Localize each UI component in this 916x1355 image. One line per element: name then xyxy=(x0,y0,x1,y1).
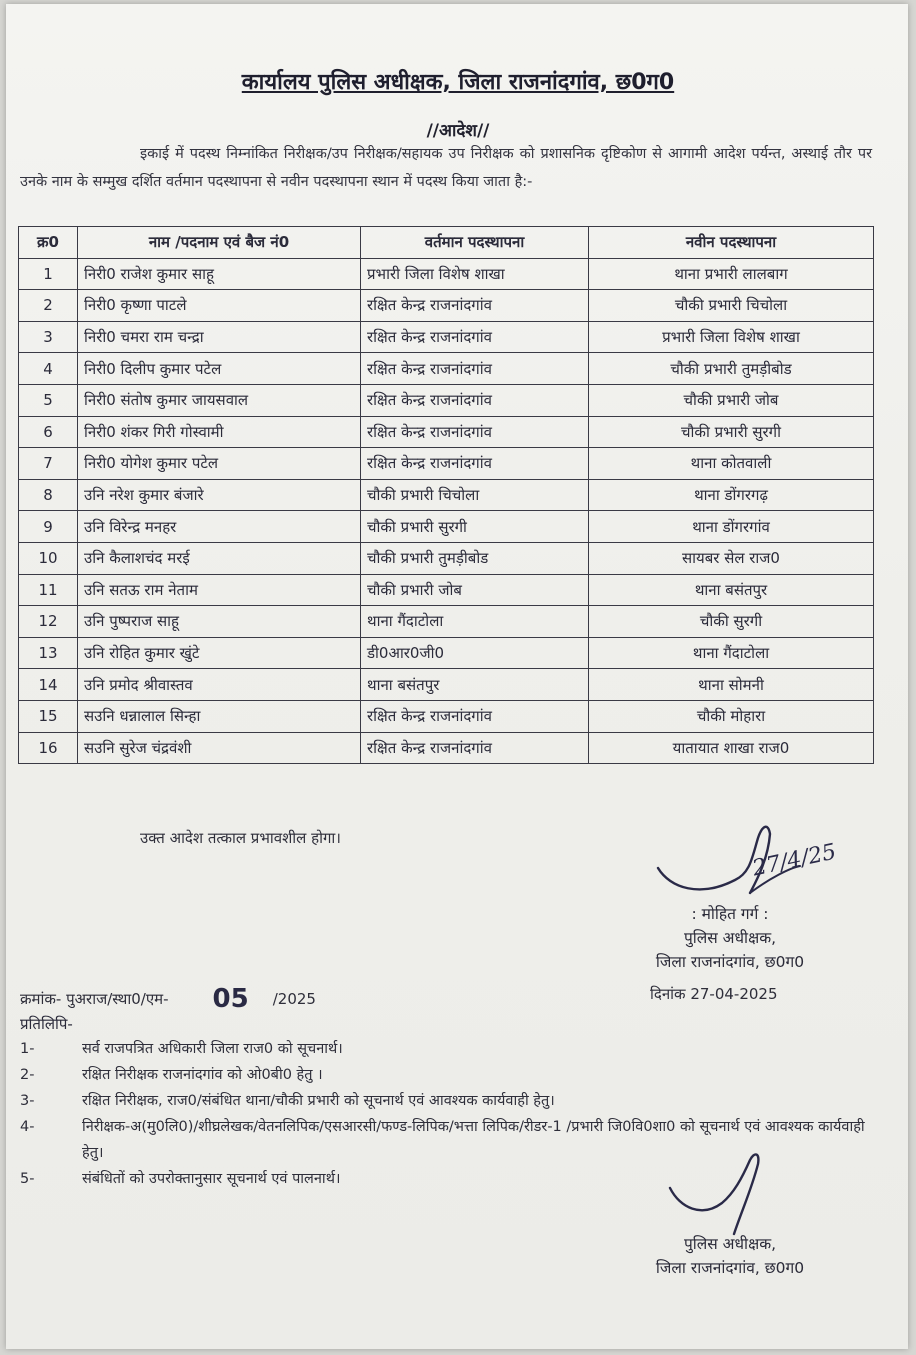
copy-item-number: 3- xyxy=(20,1093,35,1109)
table-row xyxy=(19,321,874,353)
cell-new-posting: थाना प्रभारी लालबाग xyxy=(589,258,874,290)
cell-sr: 6 xyxy=(19,416,78,448)
table-row xyxy=(19,574,874,606)
cell-name: निरी0 चमरा राम चन्द्रा xyxy=(78,321,361,353)
cell-name: उनि कैलाशचंद मरई xyxy=(78,542,361,574)
signatory-district-2: जिला राजनांदगांव, छ0ग0 xyxy=(655,1259,805,1277)
signatory-designation: पुलिस अधीक्षक, xyxy=(683,929,777,947)
cell-new-posting: चौकी प्रभारी सुरगी xyxy=(589,416,874,448)
cell-new-posting: चौकी प्रभारी जोब xyxy=(589,384,874,416)
cell-sr: 3 xyxy=(19,321,78,353)
cell-name: उनि पुष्पराज साहू xyxy=(78,606,361,638)
cell-sr: 8 xyxy=(19,479,78,511)
cell-sr: 16 xyxy=(19,732,78,764)
cell-current-posting: रक्षित केन्द्र राजनांदगांव xyxy=(361,321,589,353)
cell-name: उनि सतऊ राम नेताम xyxy=(78,574,361,606)
cell-sr: 15 xyxy=(19,700,78,732)
cell-name: सउनि धन्नालाल सिन्हा xyxy=(78,700,361,732)
cell-sr: 5 xyxy=(19,384,78,416)
cell-current-posting: रक्षित केन्द्र राजनांदगांव xyxy=(361,353,589,385)
cell-new-posting: थाना सोमनी xyxy=(589,669,874,701)
copy-item-text: संबंधितों को उपरोक्तानुसार सूचनार्थ एवं पालनार्थ। xyxy=(82,1171,341,1187)
copy-item-number: 2- xyxy=(20,1067,35,1083)
cell-sr: 1 xyxy=(19,258,78,290)
table-row xyxy=(19,353,874,385)
transfer-table xyxy=(18,226,874,764)
table-row xyxy=(19,669,874,701)
cell-new-posting: थाना बसंतपुर xyxy=(589,574,874,606)
cell-new-posting: थाना डोंगरगांव xyxy=(589,511,874,543)
table-row xyxy=(19,542,874,574)
cell-current-posting: रक्षित केन्द्र राजनांदगांव xyxy=(361,448,589,480)
cell-current-posting: थाना गैंदाटोला xyxy=(361,606,589,638)
cell-current-posting: रक्षित केन्द्र राजनांदगांव xyxy=(361,732,589,764)
signature-2 xyxy=(662,1148,812,1243)
cell-name: उनि नरेश कुमार बंजारे xyxy=(78,479,361,511)
cell-sr: 10 xyxy=(19,542,78,574)
cell-new-posting: चौकी मोहारा xyxy=(589,700,874,732)
table-row xyxy=(19,700,874,732)
signatory-block-2 xyxy=(600,1232,860,1280)
cell-name: निरी0 संतोष कुमार जायसवाल xyxy=(78,384,361,416)
cell-sr: 11 xyxy=(19,574,78,606)
reference-number: 05 xyxy=(212,984,249,1014)
cell-sr: 2 xyxy=(19,290,78,322)
cell-new-posting: प्रभारी जिला विशेष शाखा xyxy=(589,321,874,353)
copy-heading: प्रतिलिपि- xyxy=(20,1015,73,1033)
cell-sr: 14 xyxy=(19,669,78,701)
cell-new-posting: चौकी सुरगी xyxy=(589,606,874,638)
cell-current-posting: चौकी प्रभारी सुरगी xyxy=(361,511,589,543)
cell-new-posting: चौकी प्रभारी तुमड़ीबोड xyxy=(589,353,874,385)
cell-name: उनि रोहित कुमार खुंटे xyxy=(78,637,361,669)
table-row xyxy=(19,290,874,322)
cell-name: निरी0 योगेश कुमार पटेल xyxy=(78,448,361,480)
table-row xyxy=(19,479,874,511)
cell-current-posting: रक्षित केन्द्र राजनांदगांव xyxy=(361,416,589,448)
order-heading: //आदेश// xyxy=(426,121,490,141)
table-row xyxy=(19,448,874,480)
effective-note: उक्त आदेश तत्काल प्रभावशील होगा। xyxy=(140,829,341,847)
col-header-sr: क्र0 xyxy=(19,227,78,259)
copy-item-text: सर्व राजपत्रित अधिकारी जिला राज0 को सूचनार्थ। xyxy=(82,1041,343,1057)
copy-item-text: रक्षित निरीक्षक, राज0/संबंधित थाना/चौकी प्रभारी को सूचनार्थ एवं आवश्यक कार्यवाही हेतु। xyxy=(82,1093,555,1109)
cell-name: निरी0 शंकर गिरी गोस्वामी xyxy=(78,416,361,448)
order-date: दिनांक 27-04-2025 xyxy=(650,985,778,1003)
table-row xyxy=(19,732,874,764)
copy-item-number: 1- xyxy=(20,1041,35,1057)
cell-sr: 4 xyxy=(19,353,78,385)
cell-current-posting: चौकी प्रभारी तुमड़ीबोड xyxy=(361,542,589,574)
table-row xyxy=(19,606,874,638)
cell-new-posting: थाना गैंदाटोला xyxy=(589,637,874,669)
table-row xyxy=(19,258,874,290)
cell-sr: 9 xyxy=(19,511,78,543)
cell-sr: 12 xyxy=(19,606,78,638)
signatory-designation-2: पुलिस अधीक्षक, xyxy=(683,1235,777,1253)
signatory-name: : मोहित गर्ग : xyxy=(691,905,769,923)
intro-paragraph: इकाई में पदस्थ निम्नांकित निरीक्षक/उप निरीक्षक/सहायक उप निरीक्षक को प्रशासनिक दृष्टिकोण से आगामी आदेश पर्यन्त, अस्थाई तौर पर उनके नाम के सम्मुख दर्शित वर्तमान पदस्थापना से नवीन पदस्थापना स्थान में पदस्थ किया जाता है:- xyxy=(20,146,872,190)
table-header-row xyxy=(19,227,874,259)
cell-new-posting: चौकी प्रभारी चिचोला xyxy=(589,290,874,322)
cell-name: निरी0 राजेश कुमार साहू xyxy=(78,258,361,290)
cell-current-posting: प्रभारी जिला विशेष शाखा xyxy=(361,258,589,290)
cell-current-posting: रक्षित केन्द्र राजनांदगांव xyxy=(361,700,589,732)
signature-date: 27/4/25 xyxy=(750,839,839,882)
signatory-district: जिला राजनांदगांव, छ0ग0 xyxy=(655,953,805,971)
table-row xyxy=(19,384,874,416)
cell-current-posting: डी0आर0जी0 xyxy=(361,637,589,669)
cell-new-posting: सायबर सेल राज0 xyxy=(589,542,874,574)
reference-prefix: क्रमांक- पुअराज/स्था0/एम- xyxy=(20,990,169,1008)
list-item xyxy=(20,1036,880,1062)
list-item xyxy=(20,1062,880,1088)
col-header-current-posting: वर्तमान पदस्थापना xyxy=(361,227,589,259)
reference-year: /2025 xyxy=(272,990,316,1008)
col-header-name: नाम /पदनाम एवं बैज नं0 xyxy=(78,227,361,259)
signatory-block-1 xyxy=(600,902,860,974)
cell-current-posting: चौकी प्रभारी चिचोला xyxy=(361,479,589,511)
cell-current-posting: थाना बसंतपुर xyxy=(361,669,589,701)
table-body xyxy=(19,258,874,764)
cell-new-posting: यातायात शाखा राज0 xyxy=(589,732,874,764)
reference-line xyxy=(20,984,316,1014)
cell-sr: 13 xyxy=(19,637,78,669)
cell-name: उनि विरेन्द्र मनहर xyxy=(78,511,361,543)
cell-name: उनि प्रमोद श्रीवास्तव xyxy=(78,669,361,701)
cell-name: निरी0 कृष्णा पाटले xyxy=(78,290,361,322)
table-row xyxy=(19,637,874,669)
cell-name: निरी0 दिलीप कुमार पटेल xyxy=(78,353,361,385)
copy-item-text: निरीक्षक-अ(मु0लि0)/शीघ्रलेखक/वेतनलिपिक/एसआरसी/फण्ड-लिपिक/भत्ता लिपिक/रीडर-1 /प्रभारी जि0वि0शा0 को सूचनार्थ एवं आवश्यक कार्यवाही हेतु। xyxy=(82,1119,865,1161)
cell-new-posting: थाना डोंगरगढ़ xyxy=(589,479,874,511)
copy-item-number: 4- xyxy=(20,1119,35,1135)
col-header-new-posting: नवीन पदस्थापना xyxy=(589,227,874,259)
copy-item-number: 5- xyxy=(20,1171,35,1187)
cell-new-posting: थाना कोतवाली xyxy=(589,448,874,480)
cell-current-posting: रक्षित केन्द्र राजनांदगांव xyxy=(361,290,589,322)
office-title: कार्यालय पुलिस अधीक्षक, जिला राजनांदगांव, छ0ग0 xyxy=(241,70,675,95)
cell-current-posting: रक्षित केन्द्र राजनांदगांव xyxy=(361,384,589,416)
list-item xyxy=(20,1088,880,1114)
copy-item-text: रक्षित निरीक्षक राजनांदगांव को ओ0बी0 हेतु । xyxy=(82,1067,323,1083)
cell-name: सउनि सुरेज चंद्रवंशी xyxy=(78,732,361,764)
table-row xyxy=(19,511,874,543)
table-row xyxy=(19,416,874,448)
cell-sr: 7 xyxy=(19,448,78,480)
cell-current-posting: चौकी प्रभारी जोब xyxy=(361,574,589,606)
